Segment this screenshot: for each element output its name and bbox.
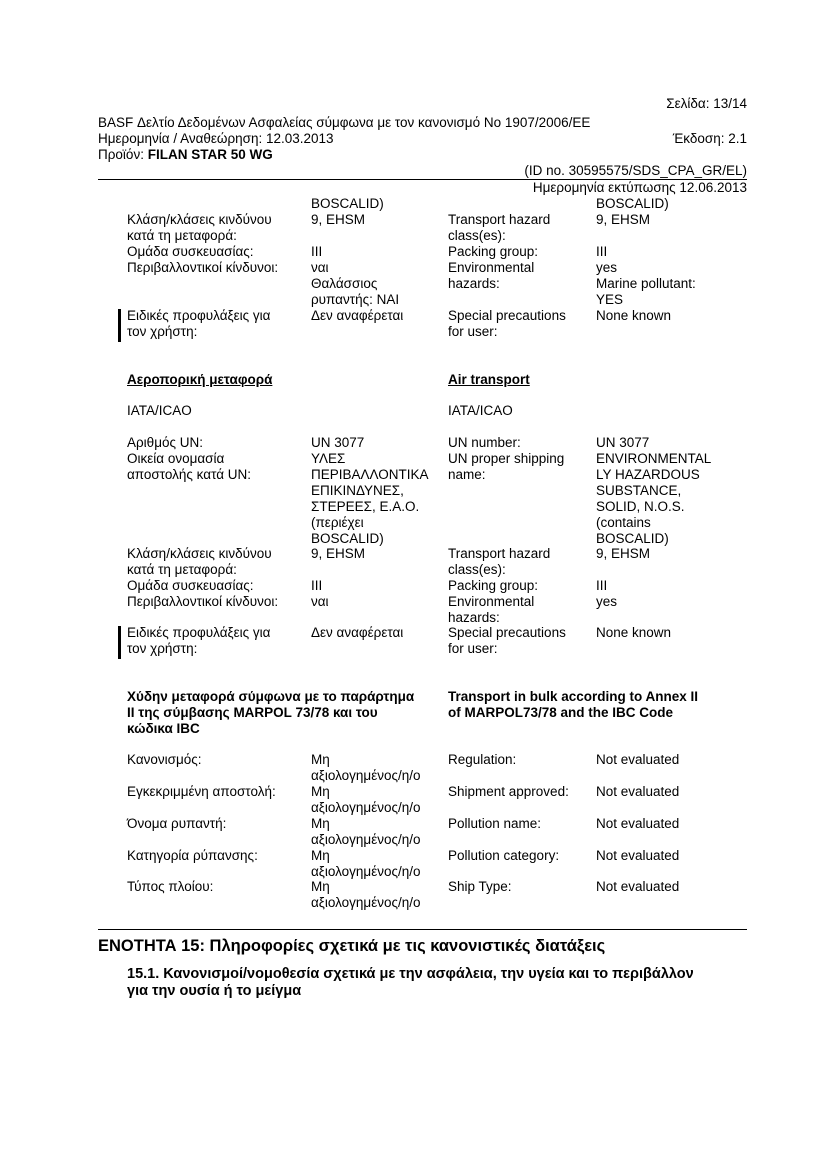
cont-gr: BOSCALID) — [311, 196, 384, 211]
air-ship-label-en: UN proper shipping name: — [448, 451, 565, 482]
air-un-value-gr: UN 3077 — [311, 435, 365, 450]
air-class-label-en: Transport hazard class(es): — [448, 546, 551, 577]
air-class-label-gr: Κλάση/κλάσεις κινδύνου κατά τη μεταφορά: — [127, 546, 272, 577]
top-class-label-en: Transport hazard class(es): — [448, 212, 551, 243]
top-env-value-en: yes Marine pollutant: YES — [596, 260, 696, 307]
top-packing-label-gr: Ομάδα συσκευασίας: — [127, 244, 254, 259]
revision-bar — [118, 309, 121, 342]
bulk-row-label-gr: Κατηγορία ρύπανσης: — [127, 848, 258, 863]
top-prec-label-gr: Ειδικές προφυλάξεις για τον χρήστη: — [127, 308, 271, 339]
bulk-row-label-gr: Τύπος πλοίου: — [127, 879, 214, 894]
bulk-row-label-en: Ship Type: — [448, 879, 512, 894]
section-15-1-subtitle: 15.1. Κανονισμοί/νομοθεσία σχετικά με την ασφάλεια, την υγεία και το περιβάλλον για την ουσία ή το μείγμα — [127, 966, 694, 999]
air-ship-value-gr: ΥΛΕΣ ΠΕΡΙΒΑΛΛΟΝΤΙΚΑ ΕΠΙΚΙΝΔΥΝΕΣ, ΣΤΕΡΕΕΣ, Ε.Α.Ο. (περιέχει BOSCALID) — [311, 451, 429, 546]
air-packing-label-en: Packing group: — [448, 578, 539, 593]
air-class-value-gr: 9, EHSM — [311, 546, 366, 561]
revision-bar — [118, 626, 121, 659]
air-class-value-en: 9, EHSM — [596, 546, 651, 561]
section-15-title: ΕΝΟΤΗΤΑ 15: Πληροφορίες σχετικά με τις κανονιστικές διατάξεις — [98, 937, 606, 955]
revision-date: Ημερομηνία / Αναθεώρηση: 12.03.2013 — [98, 131, 334, 146]
bulk-row-label-en: Pollution name: — [448, 816, 542, 831]
air-un-label-en: UN number: — [448, 435, 521, 450]
air-prec-label-en: Special precautions for user: — [448, 625, 566, 656]
print-date: Ημερομηνία εκτύπωσης 12.06.2013 — [532, 180, 747, 195]
air-env-value-en: yes — [596, 594, 618, 609]
document-title: BASF Δελτίο Δεδομένων Ασφαλείας σύμφωνα με τον κανονισμό Νο 1907/2006/ΕΕ — [98, 115, 591, 130]
bulk-row-value-gr: Μη αξιολογημένος/η/ο — [311, 816, 421, 847]
air-packing-label-gr: Ομάδα συσκευασίας: — [127, 578, 254, 593]
bulk-row-value-en: Not evaluated — [596, 784, 680, 799]
bulk-row-label-en: Shipment approved: — [448, 784, 569, 799]
air-prec-value-gr: Δεν αναφέρεται — [311, 625, 404, 640]
bulk-row-label-gr: Κανονισμός: — [127, 752, 202, 767]
top-class-value-gr: 9, EHSM — [311, 212, 366, 227]
top-prec-value-gr: Δεν αναφέρεται — [311, 308, 404, 323]
bulk-row-label-en: Regulation: — [448, 752, 517, 767]
air-env-value-gr: ναι — [311, 594, 329, 609]
bulk-heading-gr: Χύδην μεταφορά σύμφωνα με το παράρτημα ΙΙ της σύμβασης MARPOL 73/78 και του κώδικα IBC — [127, 689, 415, 736]
air-env-label-gr: Περιβαλλοντικοί κίνδυνοι: — [127, 594, 279, 609]
bulk-row-value-gr: Μη αξιολογημένος/η/ο — [311, 848, 421, 879]
bulk-row-value-en: Not evaluated — [596, 816, 680, 831]
product-prefix: Προϊόν: — [98, 147, 148, 162]
top-env-value-gr: ναι Θαλάσσιος ρυπαντής: ΝΑΙ — [311, 260, 400, 307]
top-class-label-gr: Κλάση/κλάσεις κινδύνου κατά τη μεταφορά: — [127, 212, 272, 243]
air-ship-value-en: ENVIRONMENTAL LY HAZARDOUS SUBSTANCE, SOLID, N.O.S. (contains BOSCALID) — [596, 451, 712, 546]
bulk-heading-en: Transport in bulk according to Annex II of MARPOL73/78 and the IBC Code — [448, 689, 699, 720]
top-packing-value-gr: III — [311, 244, 323, 259]
air-packing-value-gr: III — [311, 578, 323, 593]
top-env-label-gr: Περιβαλλοντικοί κίνδυνοι: — [127, 260, 279, 275]
top-packing-label-en: Packing group: — [448, 244, 539, 259]
product-name: FILAN STAR 50 WG — [147, 147, 273, 162]
bulk-row-value-gr: Μη αξιολογημένος/η/ο — [311, 752, 421, 783]
top-prec-value-en: None known — [596, 308, 672, 323]
air-code-gr: IATA/ICAO — [127, 403, 192, 418]
top-packing-value-en: III — [596, 244, 608, 259]
air-un-label-gr: Αριθμός UN: — [127, 435, 203, 450]
cont-en: BOSCALID) — [596, 196, 669, 211]
product-line — [98, 147, 273, 163]
air-code-en: IATA/ICAO — [448, 403, 513, 418]
air-un-value-en: UN 3077 — [596, 435, 650, 450]
bulk-row-value-gr: Μη αξιολογημένος/η/ο — [311, 879, 421, 910]
top-class-value-en: 9, EHSM — [596, 212, 651, 227]
version: Έκδοση: 2.1 — [672, 131, 747, 146]
air-heading-en: Air transport — [448, 372, 530, 387]
bulk-row-value-en: Not evaluated — [596, 879, 680, 894]
top-env-label-en: Environmental hazards: — [448, 260, 535, 291]
document-id: (ID no. 30595575/SDS_CPA_GR/EL) — [524, 163, 747, 178]
air-packing-value-en: III — [596, 578, 608, 593]
bulk-row-label-gr: Όνομα ρυπαντή: — [127, 816, 227, 831]
bulk-row-value-en: Not evaluated — [596, 848, 680, 863]
bulk-row-value-en: Not evaluated — [596, 752, 680, 767]
bulk-row-value-gr: Μη αξιολογημένος/η/ο — [311, 784, 421, 815]
air-ship-label-gr: Οικεία ονομασία αποστολής κατά UN: — [127, 451, 252, 482]
top-prec-label-en: Special precautions for user: — [448, 308, 566, 339]
page-number: Σελίδα: 13/14 — [666, 96, 747, 111]
air-prec-value-en: None known — [596, 625, 672, 640]
bulk-row-label-en: Pollution category: — [448, 848, 560, 863]
section-rule — [98, 929, 747, 930]
air-env-label-en: Environmental hazards: — [448, 594, 535, 625]
bulk-row-label-gr: Εγκεκριμμένη αποστολή: — [127, 784, 276, 799]
air-prec-label-gr: Ειδικές προφυλάξεις για τον χρήστη: — [127, 625, 271, 656]
air-heading-gr: Αεροπορική μεταφορά — [127, 372, 273, 387]
